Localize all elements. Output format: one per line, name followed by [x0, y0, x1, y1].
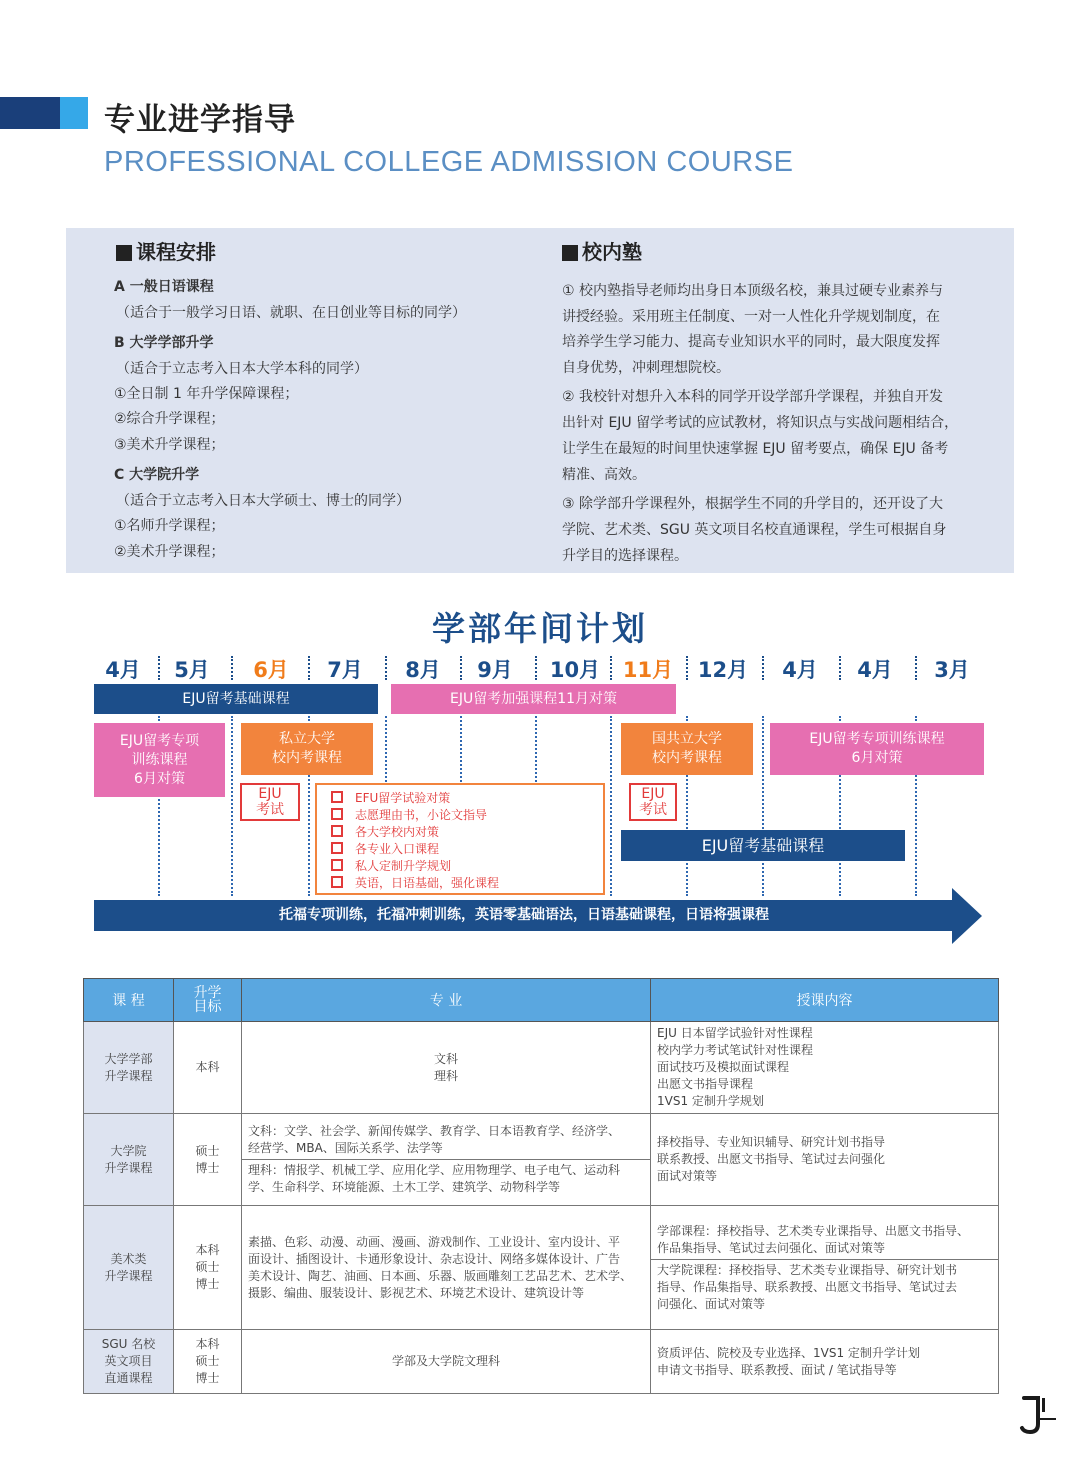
month-label: 8月	[405, 658, 441, 682]
cell-line: 择校指导、专业知识辅导、研究计划书指导	[657, 1135, 886, 1149]
month-label: 5月	[174, 658, 210, 682]
course-line: ③美术升学课程；	[114, 437, 225, 453]
course-line: ②美术升学课程；	[114, 544, 225, 560]
checklist-item: 志愿理由书，小论文指导	[331, 806, 487, 823]
col-header-course: 课 程	[84, 979, 174, 1022]
arrow-right-icon	[952, 888, 982, 944]
school-cram-heading: 校内塾	[562, 236, 642, 265]
cell-line: 理科	[433, 1068, 458, 1083]
cell-line: 素描、色彩、动漫、动画、漫画、游戏制作、工业设计、室内设计、平	[248, 1234, 621, 1249]
cell-line: 大学院课程：择校指导、艺术类专业课指导、研究计划书	[657, 1262, 958, 1277]
cell-line: 硕士	[195, 1143, 220, 1158]
cell-line: 校内学力考试笔试针对性课程	[657, 1043, 814, 1057]
prep-checklist	[315, 783, 605, 895]
page-title: 专业进学指导	[104, 102, 296, 138]
box-line: EJU留考专项	[119, 732, 200, 749]
eju-training-june-box	[770, 723, 984, 775]
major-cell	[242, 1330, 651, 1394]
checklist-item: 各专业入口课程	[331, 840, 439, 857]
cram-line: ② 我校针对想升入本科的同学开设学部升学课程，并独自开发	[562, 389, 943, 405]
month-label: 4月	[105, 658, 141, 682]
box-line: EJU	[641, 786, 665, 802]
month-label: 7月	[327, 658, 363, 682]
cell-line: 指导、作品集指导、联系教授、出愿文书指导、笔试过去	[657, 1279, 958, 1294]
cell-line: 面设计、插图设计、卡通形象设计、杂志设计、网络多媒体设计、广告	[248, 1251, 621, 1266]
cell-line: 博士	[195, 1160, 220, 1175]
box-line: 训练课程	[131, 751, 188, 768]
box-line: 私立大学	[279, 731, 335, 747]
course-line: （适合于立志考入日本大学硕士、博士的同学）	[116, 493, 410, 509]
course-line: ①名师升学课程；	[114, 518, 225, 534]
cram-line: 培养学生学习能力、提高专业知识水平的同时，最大限度发挥	[562, 334, 940, 350]
goal-cell	[174, 1114, 242, 1206]
month-label-highlight: 6月	[253, 658, 289, 682]
col-header-major: 专 业	[242, 979, 651, 1022]
course-line: A 一般日语课程	[114, 279, 214, 295]
info-panel	[66, 228, 1014, 573]
cell-line: 1VS1 定制升学规划	[657, 1094, 764, 1108]
national-univ-box	[621, 723, 753, 775]
cell-line: EJU 日本留学试验针对性课程	[657, 1026, 813, 1040]
cell-line: 面试对策等	[657, 1169, 718, 1183]
timeline-arrow-text: 托福专项训练，托福冲刺训练，英语零基础语法，日语基础课程，日语将强课程	[279, 907, 769, 923]
table-row	[84, 1330, 999, 1394]
timeline-guide	[535, 716, 537, 786]
box-line: 考试	[256, 802, 284, 818]
month-separator	[762, 656, 764, 680]
month-separator	[915, 656, 917, 680]
course-arrangement-heading: 课程安排	[116, 236, 216, 265]
content-cell	[651, 1330, 999, 1394]
month-separator	[839, 656, 841, 680]
content-subcell-undergrad	[651, 1221, 998, 1259]
cell-line: 问强化、面试对策等	[657, 1296, 766, 1311]
eju-special-june-box	[94, 723, 225, 797]
timeline-guide	[231, 716, 233, 896]
cell-line: 英文项目	[104, 1354, 153, 1368]
month-separator	[460, 656, 462, 680]
cell-line: 本科	[195, 1337, 220, 1351]
major-subcell-arts	[242, 1121, 650, 1159]
timeline-guide	[385, 716, 387, 786]
goal-cell	[174, 1206, 242, 1330]
cell-line: 大学院	[110, 1143, 147, 1158]
month-label: 3月	[934, 658, 970, 682]
box-line: 6月对策	[134, 770, 185, 787]
col-header-goal	[174, 979, 242, 1022]
cram-line: ① 校内塾指导老师均出身日本顶级名校，兼具过硬专业素养与	[562, 283, 943, 299]
checkbox-icon	[331, 791, 343, 803]
cell-line: SGU 名校	[101, 1337, 156, 1351]
course-line: C 大学院升学	[114, 467, 200, 483]
cram-line: ③ 除学部升学课程外，根据学生不同的升学目的，还开设了大	[562, 496, 943, 512]
square-bullet-icon	[562, 245, 578, 261]
course-line: （适合于立志考入日本大学本科的同学）	[116, 361, 368, 377]
table-row	[84, 1206, 999, 1330]
timeline-guide	[762, 716, 764, 896]
cell-line: 面试技巧及模拟面试课程	[657, 1060, 790, 1074]
cram-line: 让学生在最短的时间里快速掌握 EJU 留考要点，确保 EJU 备考	[562, 441, 949, 457]
checklist-item: 英语，日语基础，强化课程	[331, 874, 499, 891]
content-cell	[651, 1206, 999, 1330]
month-label: 12月	[697, 658, 749, 682]
checkbox-icon	[331, 876, 343, 888]
cell-line: 学、生命科学、环境能源、土木工学、建筑学、动物科学等	[248, 1180, 561, 1194]
box-line: 校内考课程	[652, 750, 722, 766]
course-cell	[84, 1114, 174, 1206]
month-label: 4月	[782, 658, 818, 682]
major-cell	[242, 1022, 651, 1114]
eju-exam-box	[629, 783, 677, 821]
cell-line: 学部及大学院文理科	[391, 1354, 500, 1368]
major-subcell-science	[242, 1159, 650, 1198]
goal-cell	[174, 1330, 242, 1394]
content-subcell-grad	[651, 1259, 998, 1315]
cell-line: 升学课程	[104, 1268, 153, 1283]
content-cell	[651, 1114, 999, 1206]
header-accent-light	[60, 97, 88, 129]
cell-line: 学部课程：择校指导、艺术类专业课指导、出愿文书指导、	[657, 1223, 970, 1238]
month-label: 10月	[549, 658, 601, 682]
brand-logo-icon	[1018, 1394, 1058, 1436]
timeline-guide	[460, 716, 462, 786]
box-line: 考试	[639, 802, 667, 818]
checklist-item: 私人定制升学规划	[331, 857, 451, 874]
month-separator	[535, 656, 537, 680]
cram-line: 讲授经验。采用班主任制度、一对一人性化升学规划制度，在	[562, 309, 940, 325]
cell-line: 直通课程	[104, 1371, 153, 1385]
cell-line: 经营学、MBA、国际关系学、法学等	[248, 1141, 443, 1155]
cell-line: 美术设计、陶艺、油画、日本画、乐器、版画雕刻工艺品艺术、艺术学、	[248, 1268, 633, 1283]
plan-title: 学部年间计划	[432, 609, 648, 648]
month-separator	[308, 656, 310, 680]
cell-line: 作品集指导、笔试过去问强化、面试对策等	[657, 1240, 886, 1255]
month-separator	[686, 656, 688, 680]
cell-line: 理科：情报学、机械工学、应用化学、应用物理学、电子电气、运动科	[248, 1163, 621, 1177]
box-line: 6月对策	[851, 750, 903, 766]
checklist-item: 各大学校内对策	[331, 823, 439, 840]
month-label: 4月	[857, 658, 893, 682]
month-separator	[610, 656, 612, 680]
course-line: B 大学学部升学	[114, 335, 214, 351]
month-label-highlight: 11月	[622, 658, 674, 682]
cell-line: 摄影、编曲、服装设计、影视艺术、环境艺术设计、建筑设计等	[248, 1285, 585, 1300]
month-separator	[231, 656, 233, 680]
checklist-item: EFU留学试验对策	[331, 789, 450, 806]
course-line: ②综合升学课程；	[114, 411, 225, 427]
major-cell	[242, 1114, 651, 1206]
header-accent-dark	[0, 97, 60, 129]
content-cell	[651, 1022, 999, 1114]
box-line: EJU	[258, 786, 282, 802]
cell-line: 硕士	[195, 1354, 220, 1368]
table-header-row	[84, 979, 999, 1022]
checkbox-icon	[331, 842, 343, 854]
eju-basic-bar-bottom: EJU留考基础课程	[621, 830, 905, 861]
cell-line: 文科：文学、社会学、新闻传媒学、教育学、日本语教育学、经济学、	[248, 1124, 621, 1138]
course-line: （适合于一般学习日语、就职、在日创业等目标的同学）	[116, 305, 466, 321]
course-cell	[84, 1206, 174, 1330]
cell-line: 美术类	[110, 1251, 147, 1266]
cell-line: 资质评估、院校及专业选择、1VS1 定制升学计划	[657, 1345, 920, 1360]
cram-line: 精准、高效。	[562, 467, 646, 483]
cell-line: 文科	[433, 1051, 458, 1066]
page-subtitle: PROFESSIONAL COLLEGE ADMISSION COURSE	[104, 146, 794, 178]
table-row	[84, 1114, 999, 1206]
major-cell	[242, 1206, 651, 1330]
eju-exam-box	[240, 783, 300, 821]
eju-enhanced-bar: EJU留考加强课程11月对策	[391, 684, 676, 714]
cell-line: 硕士	[195, 1260, 220, 1274]
month-separator	[385, 656, 387, 680]
cell-line: 博士	[195, 1371, 220, 1385]
month-label: 9月	[477, 658, 513, 682]
square-bullet-icon	[116, 245, 132, 261]
course-line: ①全日制 1 年升学保障课程；	[114, 386, 299, 402]
cell-line: 申请文书指导、联系教授、面试 / 笔试指导等	[657, 1362, 897, 1377]
box-line: EJU留考专项训练课程	[809, 731, 945, 747]
course-cell	[84, 1022, 174, 1114]
timeline-guide	[610, 716, 612, 896]
month-separator	[158, 656, 160, 680]
box-line: 国共立大学	[652, 731, 722, 747]
cell-line: 升学课程	[104, 1068, 153, 1083]
table-row	[84, 1022, 999, 1114]
cram-line: 学院、艺术类、SGU 英文项目名校直通课程，学生可根据自身	[562, 522, 947, 538]
cell-line: 出愿文书指导课程	[657, 1077, 754, 1091]
header-line: 升学	[193, 985, 222, 1001]
cell-line: 联系教授、出愿文书指导、笔试过去问强化	[657, 1152, 886, 1166]
cram-line: 自身优势，冲刺理想院校。	[562, 360, 730, 376]
cell-line: 大学学部	[104, 1051, 153, 1066]
cell-line: 本科	[195, 1060, 220, 1074]
private-univ-box	[241, 723, 373, 775]
checkbox-icon	[331, 825, 343, 837]
cell-line: 本科	[195, 1243, 220, 1257]
cram-line: 出针对 EJU 留学考试的应试教材，将知识点与实战问题相结合，	[562, 415, 959, 431]
header-line: 目标	[193, 999, 222, 1015]
cell-line: 博士	[195, 1277, 220, 1291]
checkbox-icon	[331, 859, 343, 871]
cram-line: 升学目的选择课程。	[562, 548, 688, 564]
box-line: 校内考课程	[272, 750, 342, 766]
eju-basic-bar: EJU留考基础课程	[94, 684, 378, 714]
goal-cell	[174, 1022, 242, 1114]
course-cell	[84, 1330, 174, 1394]
checkbox-icon	[331, 808, 343, 820]
course-table	[83, 978, 999, 1394]
col-header-content: 授课内容	[651, 979, 999, 1022]
cell-line: 升学课程	[104, 1160, 153, 1175]
